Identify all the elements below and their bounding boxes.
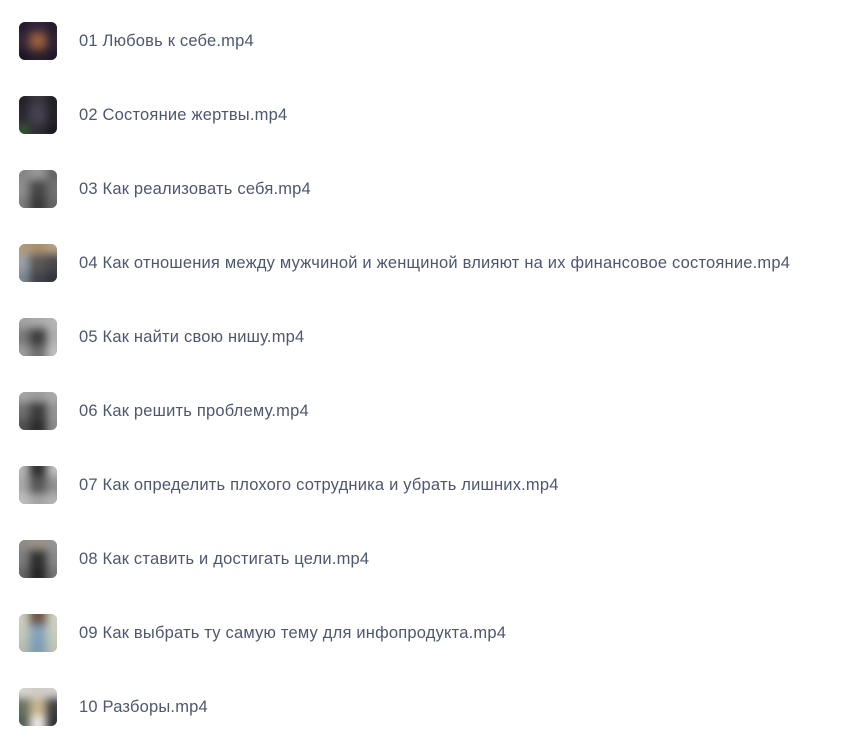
video-thumbnail-image	[19, 392, 57, 430]
video-list-item[interactable]	[19, 152, 861, 226]
video-filename-link[interactable]: 09 Как выбрать ту самую тему для инфопродукта.mp4	[79, 623, 507, 642]
video-thumbnail-image	[19, 540, 57, 578]
video-thumbnail[interactable]	[19, 170, 57, 208]
video-list-item[interactable]	[19, 4, 861, 78]
video-filename-link[interactable]: 05 Как найти свою нишу.mp4	[79, 327, 305, 346]
video-thumbnail[interactable]	[19, 392, 57, 430]
video-thumbnail[interactable]	[19, 96, 57, 134]
video-thumbnail-image	[19, 244, 57, 282]
video-thumbnail-image	[19, 170, 57, 208]
video-filename-link[interactable]: 01 Любовь к себе.mp4	[79, 31, 254, 50]
video-thumbnail-image	[19, 614, 57, 652]
video-thumbnail[interactable]	[19, 244, 57, 282]
video-thumbnail-image	[19, 22, 57, 60]
video-thumbnail-image	[19, 466, 57, 504]
video-thumbnail-image	[19, 688, 57, 726]
video-thumbnail[interactable]	[19, 688, 57, 726]
video-thumbnail[interactable]	[19, 318, 57, 356]
video-list-item[interactable]	[19, 670, 861, 744]
video-thumbnail-image	[19, 96, 57, 134]
video-list-item[interactable]	[19, 596, 861, 670]
video-filename-link[interactable]: 07 Как определить плохого сотрудника и убрать лишних.mp4	[79, 475, 559, 494]
video-list-item[interactable]	[19, 226, 861, 300]
video-thumbnail[interactable]	[19, 540, 57, 578]
video-thumbnail[interactable]	[19, 22, 57, 60]
video-thumbnail[interactable]	[19, 466, 57, 504]
video-list-item[interactable]	[19, 448, 861, 522]
video-thumbnail-image	[19, 318, 57, 356]
video-filename-link[interactable]: 02 Состояние жертвы.mp4	[79, 105, 288, 124]
video-thumbnail[interactable]	[19, 614, 57, 652]
video-filename-link[interactable]: 08 Как ставить и достигать цели.mp4	[79, 549, 370, 568]
video-filename-link[interactable]: 06 Как решить проблему.mp4	[79, 401, 309, 420]
video-list-item[interactable]	[19, 300, 861, 374]
video-filename-link[interactable]: 03 Как реализовать себя.mp4	[79, 179, 311, 198]
video-list-item[interactable]	[19, 78, 861, 152]
video-list-item[interactable]	[19, 374, 861, 448]
video-filename-link[interactable]: 04 Как отношения между мужчиной и женщиной влияют на их финансовое состояние.mp4	[79, 253, 791, 272]
video-list-item[interactable]	[19, 522, 861, 596]
video-filename-link[interactable]: 10 Разборы.mp4	[79, 697, 208, 716]
